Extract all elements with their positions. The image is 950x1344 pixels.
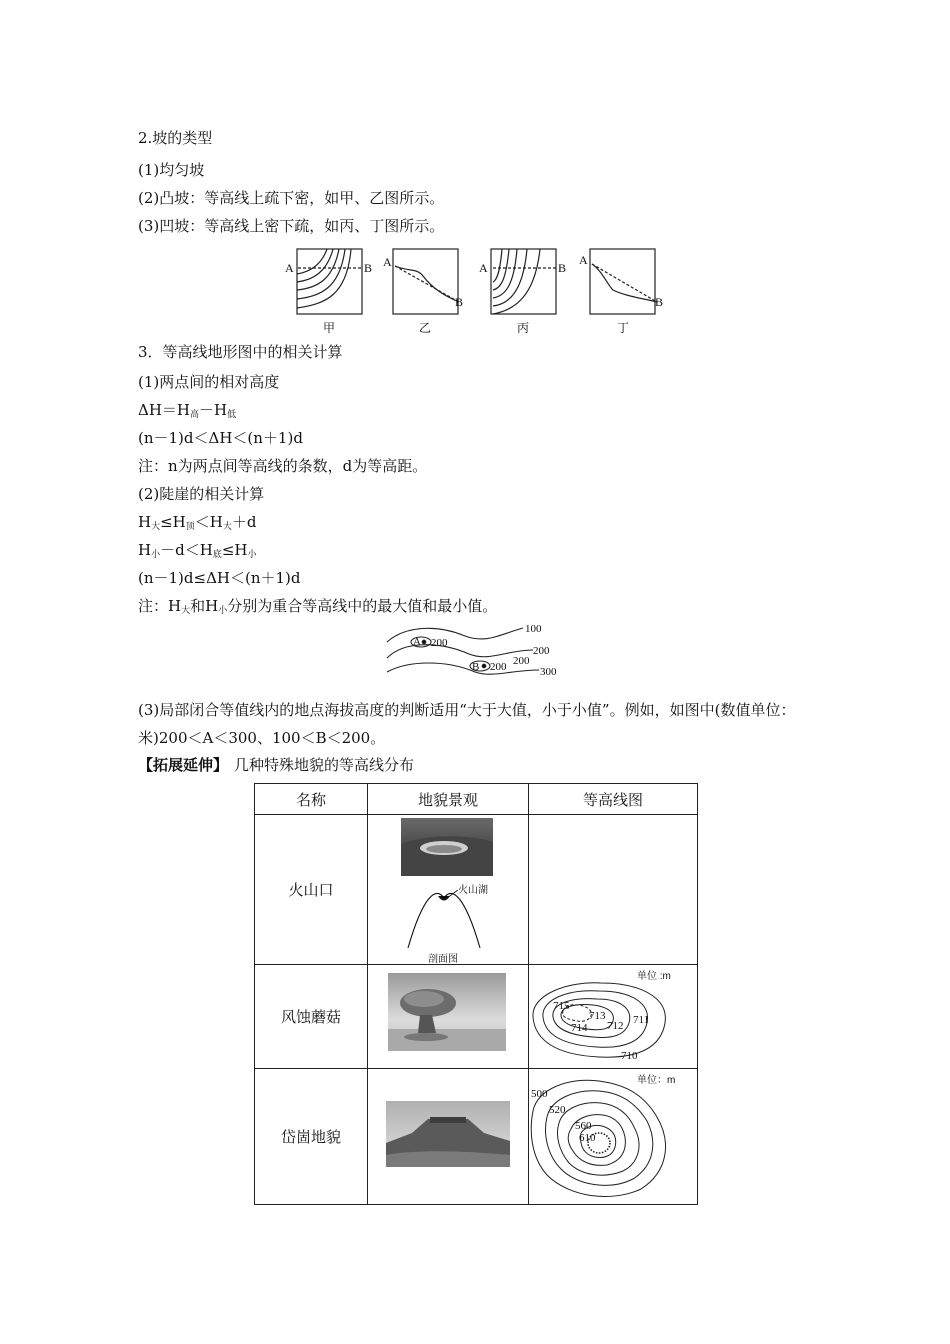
slope-type-concave: (3)凹坡：等高线上密下疏，如丙、丁图所示。 <box>138 217 445 235</box>
contour-label-200a: 200 <box>533 645 550 657</box>
closed-inner-b: 200 <box>490 661 507 673</box>
yi-point-a: A <box>383 255 392 269</box>
mushroom-contour-cell <box>529 965 698 1069</box>
contour-714: 714 <box>571 1021 588 1034</box>
daigu-landscape-cell <box>368 1069 529 1205</box>
contour-711: 711 <box>633 1013 650 1026</box>
mushroom-rock-photo <box>368 967 528 1067</box>
contour-710: 710 <box>621 1049 638 1062</box>
mushroom-landscape-cell <box>368 965 529 1069</box>
header-name: 名称 <box>255 784 368 815</box>
extension-subtitle: 几种特殊地貌的等高线分布 <box>234 756 415 774</box>
section-3-heading: 3．等高线地形图中的相关计算 <box>138 343 343 361</box>
volcano-landscape-cell <box>368 815 529 965</box>
contour-560: 560 <box>575 1119 592 1132</box>
formula-range: (n－1)d＜ΔH＜(n＋1)d <box>138 429 303 447</box>
yi-point-b: B <box>455 295 464 309</box>
table-row <box>255 965 698 1069</box>
yi-label: 乙 <box>419 321 432 335</box>
closed-point-a: A <box>413 636 421 648</box>
relative-height-title: (1)两点间的相对高度 <box>138 373 280 391</box>
jia-point-a: A <box>285 261 294 275</box>
ding-point-b: B <box>655 295 664 309</box>
slope-type-uniform: (1)均匀坡 <box>138 161 205 179</box>
volcano-contour-cell <box>529 815 698 965</box>
ding-point-a: A <box>579 253 588 267</box>
daigu-photo <box>368 1071 528 1203</box>
daigu-contour-cell <box>529 1069 698 1205</box>
profile-label: 剖面图 <box>428 953 458 964</box>
contour-713: 713 <box>589 1009 606 1022</box>
contour-label-100: 100 <box>525 623 542 635</box>
contour-label-300: 300 <box>540 666 557 678</box>
row-name-volcano: 火山口 <box>255 815 368 965</box>
section-2-heading: 2.坡的类型 <box>138 129 213 147</box>
cliff-calc-title: (2)陡崖的相关计算 <box>138 485 265 503</box>
note-h-max-min: 注：$H_大$和$H_小$分别为重合等高线中的最大值和最小值。 <box>138 597 498 616</box>
daigu-unit: 单位：m <box>637 1074 676 1086</box>
mushroom-unit: 单位 :m <box>637 970 671 982</box>
contour-610: 610 <box>579 1131 596 1144</box>
panel-jia <box>285 249 372 335</box>
slope-type-figure <box>285 244 675 336</box>
formula-cliff-top: $H_大\le H_顶<H_大+d$ <box>138 513 257 532</box>
extension-heading <box>138 755 414 775</box>
formula-delta-h: $\Delta H=H_高-H_低$ <box>138 401 237 420</box>
daigu-contour-map <box>529 1071 697 1203</box>
note-n-d: 注：n为两点间等高线的条数，d为等高距。 <box>138 457 428 475</box>
slope-type-convex: (2)凸坡：等高线上疏下密，如甲、乙图所示。 <box>138 189 445 207</box>
landform-table <box>254 783 698 1205</box>
panel-ding <box>579 249 663 335</box>
panel-bing <box>479 249 566 335</box>
contour-715: 715 <box>553 999 570 1012</box>
closed-inner-a: 200 <box>431 637 448 649</box>
contour-500: 500 <box>531 1087 548 1100</box>
header-landscape: 地貌景观 <box>368 784 529 815</box>
table-row <box>255 815 698 965</box>
table-row <box>255 1069 698 1205</box>
mushroom-contour-map <box>529 967 697 1067</box>
volcano-photo-and-profile <box>368 816 528 964</box>
bing-point-a: A <box>479 261 488 275</box>
closed-contour-paragraph: (3)局部闭合等值线内的地点海拔高度的判断适用“大于大值，小于小值”。例如，如图中(数值单位：米)200＜A＜300、100＜B＜200。 <box>138 701 796 747</box>
row-name-daigu: 岱崮地貌 <box>255 1069 368 1205</box>
row-name-mushroom: 风蚀蘑菇 <box>255 965 368 1069</box>
jia-label: 甲 <box>323 321 336 335</box>
bing-label: 丙 <box>517 321 530 335</box>
contour-520: 520 <box>549 1103 566 1116</box>
formula-cliff-bottom: $H_小-d<H_底\le H_小$ <box>138 541 257 560</box>
table-header-row <box>255 784 698 815</box>
contour-label-200b: 200 <box>513 655 530 667</box>
contour-712: 712 <box>607 1019 624 1032</box>
bing-point-b: B <box>558 261 567 275</box>
formula-cliff-range: (n－1)d≤ΔH＜(n＋1)d <box>138 569 301 587</box>
closed-contour-figure <box>385 620 570 682</box>
closed-point-b: B <box>472 661 480 673</box>
extension-title: 【拓展延伸】 <box>138 756 229 774</box>
panel-yi <box>383 249 463 335</box>
header-contour: 等高线图 <box>529 784 698 815</box>
crater-lake-label: 火山湖 <box>458 884 488 896</box>
ding-label: 丁 <box>617 321 630 335</box>
jia-point-b: B <box>364 261 373 275</box>
